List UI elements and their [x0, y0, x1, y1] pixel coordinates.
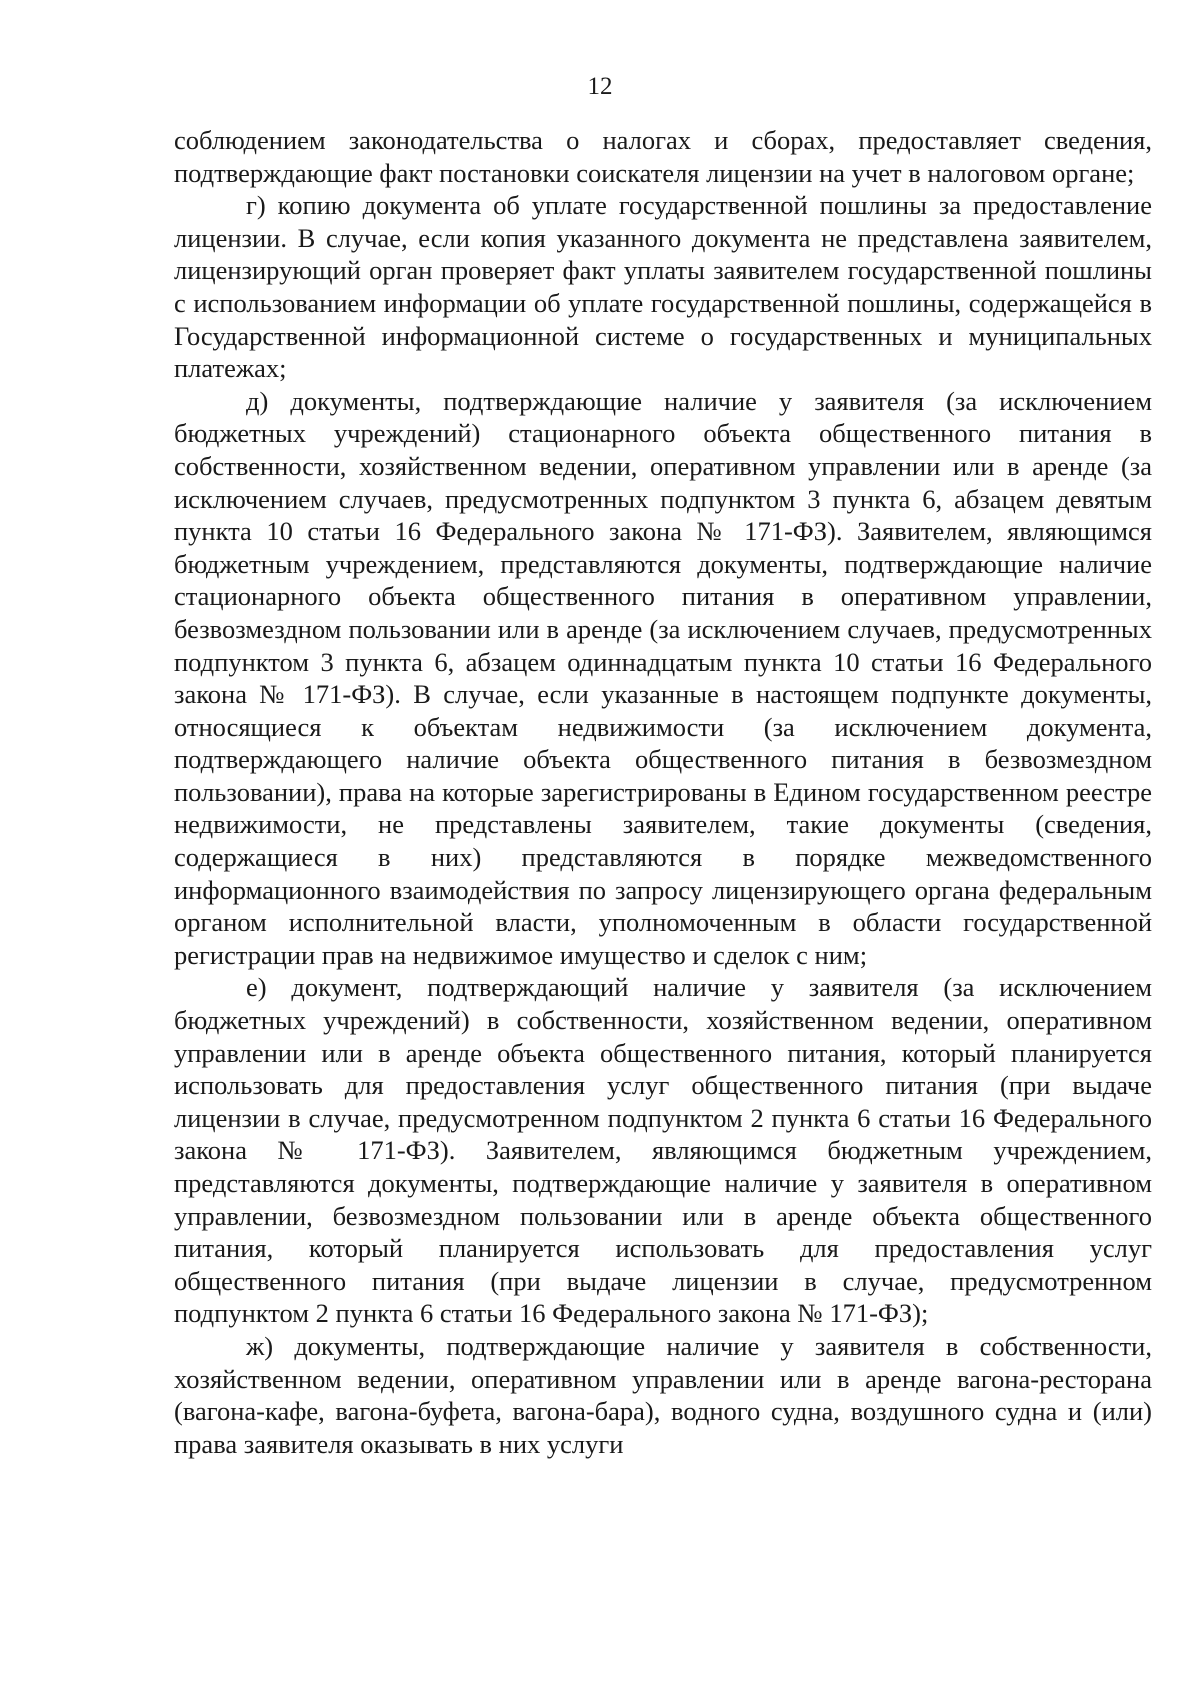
page-number: 12	[587, 73, 613, 100]
paragraph-continuation: соблюдением законодательства о налогах и сборах, предоставляет сведения, подтверждающие факт постановки соискателя лицензии на учет в налоговом органе;	[174, 125, 1152, 188]
paragraph-item-d: д) документы, подтверждающие наличие у заявителя (за исключением бюджетных учреждений) стационарного объекта общественного питания в собственности, хозяйственном ведении, оперативном управлении или в аренде (за исключением случаев, предусмотренных подпунктом 3 пункта 6, абзацем девятым пункта 10 статьи 16 Федерального закона № 171-ФЗ). Заявителем, являющимся бюджетным учреждением, представляются документы, подтверждающие наличие стационарного объекта общественного питания в оперативном управлении, безвозмездном пользовании или в аренде (за исключением случаев, предусмотренных подпунктом 3 пункта 6, абзацем одиннадцатым пункта 10 статьи 16 Федерального закона № 171-ФЗ). В случае, если указанные в настоящем подпункте документы, относящиеся к объектам недвижимости (за исключением документа, подтверждающего наличие объекта общественного питания в безвозмездном пользовании), права на которые зарегистрированы в Едином государственном реестре недвижимости, не представлены заявителем, такие документы (сведения, содержащиеся в них) представляются в порядке межведомственного информационного взаимодействия по запросу лицензирующего органа федеральным органом исполнительной власти, уполномоченным в области государственной регистрации прав на недвижимое имущество и сделок с ним;	[174, 385, 1152, 970]
paragraph-item-e: е) документ, подтверждающий наличие у заявителя (за исключением бюджетных учреждений) в собственности, хозяйственном ведении, оперативном управлении или в аренде объекта общественного питания, который планируется использовать для предоставления услуг общественного питания (при выдаче лицензии в случае, предусмотренном подпунктом 2 пункта 6 статьи 16 Федерального закона № 171-ФЗ). Заявителем, являющимся бюджетным учреждением, представляются документы, подтверждающие наличие у заявителя в оперативном управлении, безвозмездном пользовании или в аренде объекта общественного питания, который планируется использовать для предоставления услуг общественного питания (при выдаче лицензии в случае, предусмотренном подпунктом 2 пункта 6 статьи 16 Федерального закона № 171-ФЗ);	[174, 972, 1152, 1329]
paragraph-item-zh: ж) документы, подтверждающие наличие у заявителя в собственности, хозяйственном ведении, оперативном управлении или в аренде вагона-ресторана (вагона-кафе, вагона-буфета, вагона-бара), водного судна, воздушного судна и (или) права заявителя оказывать в них услуги	[174, 1330, 1152, 1459]
paragraph-item-g: г) копию документа об уплате государственной пошлины за предоставление лицензии. В случае, если копия указанного документа не представлена заявителем, лицензирующий орган проверяет факт уплаты заявителем государственной пошлины с использованием информации об уплате государственной пошлины, содержащейся в Государственной информационной системе о государственных и муниципальных платежах;	[174, 190, 1152, 384]
document-body	[174, 124, 1152, 1460]
